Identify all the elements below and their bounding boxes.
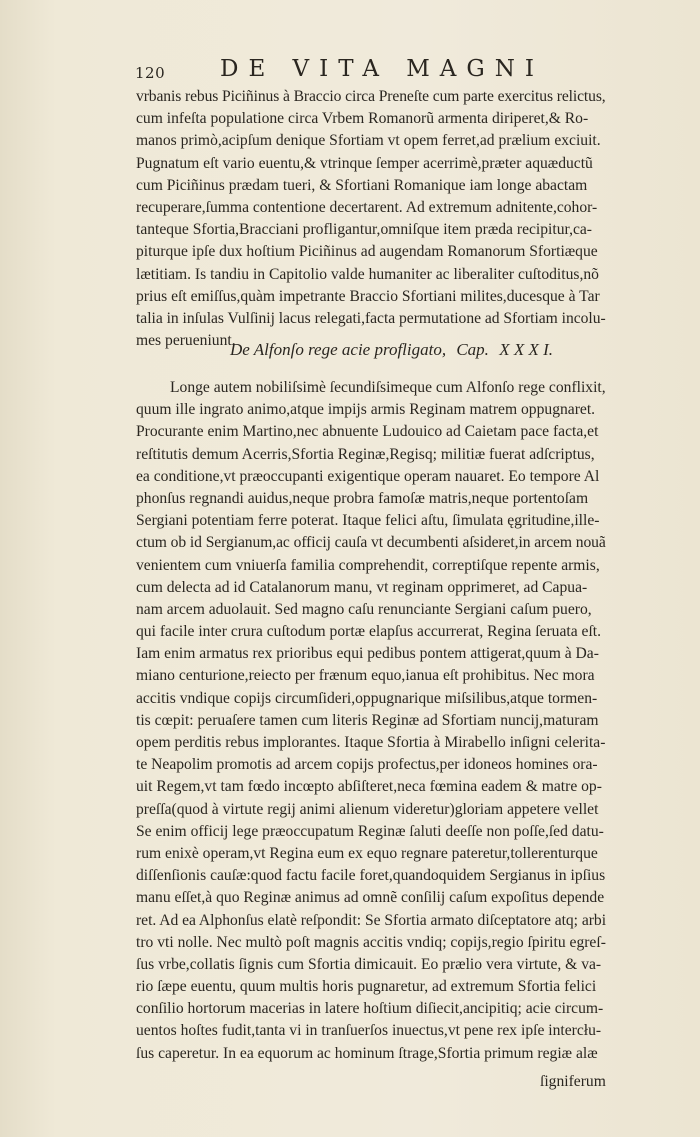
chapter-cap-label: Cap.: [456, 340, 489, 359]
text-line: ſus vrbe,collatis ſignis cum Sfortia dimicauit. Eo prælio vera virtute, & va-: [136, 955, 602, 973]
text-line: phonſus regnandi auidus,neque probra famoſæ matris,neque portentoſam: [136, 489, 589, 507]
text-line: conſilio hortorum macerias in latere hoſtium diſiecit,ancipitiq; acie circum-: [136, 1000, 604, 1018]
running-title: DE VITA MAGNI: [220, 56, 544, 82]
text-line: miano centurione,reiecto per frænum equo,ianua eſt prohibitus. Nec mora: [136, 667, 595, 685]
text-line: cum Piciñinus prædam tueri, & Sfortiani Romanique iam longe abactam: [136, 176, 588, 194]
running-head: [135, 56, 605, 86]
text-line: manu eſſet,à quo Reginæ animus ad omnẽ conſilij caſum expoſitus depende: [136, 889, 605, 907]
text-line: ſus caperetur. In ea equorum ac hominum ſtrage,Sfortia primum regiæ alæ: [136, 1044, 598, 1062]
text-line: lætitiam. Is tandiu in Capitolio valde humaniter ac liberaliter cuſtoditus,nõ: [136, 265, 599, 283]
text-line: cum infeſta populatione circa Vrbem Romanorũ armenta diriperet,& Ro-: [136, 110, 589, 128]
paragraph-2: [136, 377, 606, 1065]
paragraph-1: [136, 86, 606, 352]
text-line: Se enim officij lege præoccupatum Reginæ ſaluti deeſſe non poſſe,ſed datu-: [136, 822, 604, 840]
text-line: te Neapolim promotis ad arcem copijs profectus,per idoneos homines ora-: [136, 756, 598, 774]
text-line: tis cœpit: peruaſere tamen cum literis Reginæ ad Sfortiam nuncij,maturam: [136, 711, 599, 729]
chapter-heading: [230, 340, 590, 360]
text-line: mes perueniunt.: [136, 332, 236, 350]
text-line: uentos hoſtes fudit,tanta vi in tranſuerſos inuectus,vt pene rex ipſe intercłu-: [136, 1022, 602, 1040]
text-line: uit Regem,vt tam fœdo incœpto abſiſteret,neca fœmina eadem & matre op-: [136, 778, 602, 796]
text-line: accitis vndique copijs circumſideri,oppugnarique miſsilibus,atque tormen-: [136, 689, 598, 707]
catchword: ſigniferum: [540, 1073, 606, 1090]
chapter-title-text: De Alfonſo rege acie profligato,: [230, 340, 447, 359]
text-line: ctum ob id Sergianum,ac officij cauſa vt decumbenti aſsideret,in arcem nouã: [136, 534, 606, 552]
text-line: ret. Ad ea Alphonſus elatè reſpondit: Se Sfortia armato diſceptatore atq; arbi: [136, 911, 606, 929]
text-line: tanteque Sfortia,Bracciani profligantur,omniſque item præda recipitur,ca-: [136, 221, 593, 239]
text-line: rum enixè operam,vt Regina eum ex equo regnare pateretur,tollerenturque: [136, 844, 598, 862]
text-line: nam arcem aduolauit. Sed magno caſu renunciante Sergiani caſum puero,: [136, 600, 592, 618]
text-line: Iam enim armatus rex prioribus equi pedibus pontem attigerat,quum à Da-: [136, 645, 599, 663]
chapter-number: X X X I.: [499, 340, 554, 359]
text-line: prius eſt emiſſus,quàm impetrante Braccio Sfortiani milites,ducesque à Tar: [136, 287, 600, 305]
text-line: vrbanis rebus Piciñinus à Braccio circa Preneſte cum parte exercitus relictus,: [136, 88, 606, 105]
text-line: manos primò,acipſum denique Sfortiam vt opem ferret,ad prælium exciuit.: [136, 132, 601, 150]
text-line: tro vti nolle. Nec multò poſt magnis accitis vndiq; copijs,regio ſpiritu egreſ-: [136, 933, 606, 951]
text-line: Sergiani potentiam ferre poterat. Itaque felici aſtu, ſimulata ęgritudine,ille-: [136, 512, 600, 530]
text-line: piturque ipſe dux hoſtium Piciñinus ad augendam Romanorum Sfortiæque: [136, 243, 598, 261]
text-line: quum ille ingrato animo,atque impijs armis Reginam matrem oppugnaret.: [136, 401, 596, 419]
page-number: 120: [135, 64, 166, 82]
text-line: ea conditione,vt præoccupanti exigentique operam nauaret. Eo tempore Al: [136, 467, 600, 485]
text-line: Pugnatum eſt vario euentu,& vtrinque ſemper acerrimè,præter aquæductũ: [136, 154, 593, 172]
text-line: qui facile inter crura cuſtodum portæ elapſus accurrerat, Regina ſeruata eſt.: [136, 623, 602, 641]
text-line: reſtitutis demum Acerris,Sfortia Reginæ,Regisq; militiæ fuerat adſcriptus,: [136, 445, 595, 463]
text-line: recuperare,ſumma contentione decertarent. Ad extremum adnitente,cohor-: [136, 198, 598, 216]
text-line: Longe autem nobiliſsimè ſecundiſsimeque cum Alfonſo rege conflixit,: [170, 379, 606, 396]
text-line: talia in inſulas Vulſinij lacus relegati,facta permutatione ad Sfortiam incolu-: [136, 309, 606, 327]
text-line: preſſa(quod à virtute regij animi alienum videretur)gloriam appetere vellet: [136, 800, 599, 818]
text-line: venientem cum vniuerſa familia comprehendit, correptiſque repente armis,: [136, 556, 600, 574]
text-line: Procurante enim Martino,nec abnuente Ludouico ad Caietam pace facta,et: [136, 423, 599, 441]
text-line: rio ſæpe euentu, quum multis horis pugnaretur, ad extremum Sfortia felici: [136, 978, 597, 996]
text-line: cum delecta ad id Catalanorum manu, vt reginam opprimeret, ad Capua-: [136, 578, 588, 596]
text-line: opem perditis rebus implorantes. Itaque Sfortia à Mirabello inſigni celerita-: [136, 734, 606, 751]
text-line: diſſenſionis cauſæ:quod factu facile foret,quandoquidem Sergianus in ipſius: [136, 867, 606, 885]
